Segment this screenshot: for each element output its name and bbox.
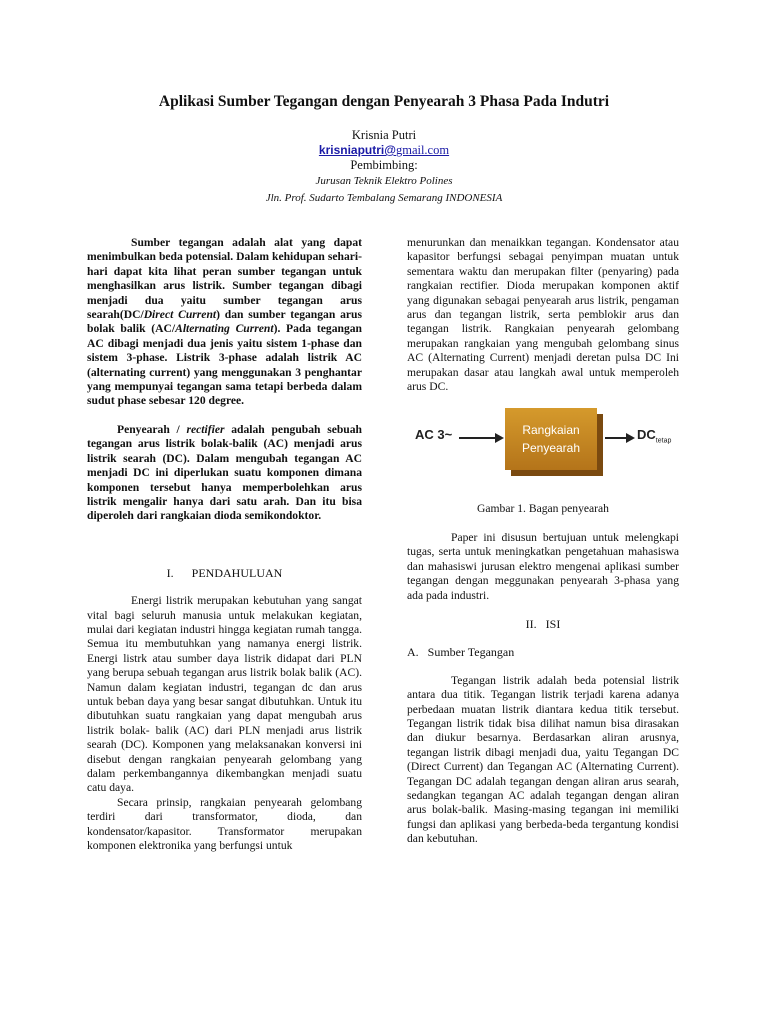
right-column (407, 236, 679, 847)
rectifier-block-diagram (407, 408, 679, 490)
address: Jln. Prof. Sudarto Tembalang Semarang INDONESIA (265, 192, 503, 204)
purpose-paragraph: Paper ini disusun bertujuan untuk melengkapi tugas, serta untuk meningkatkan pengetahuan mahasiswa dan mahasiswi jurusan elektro mengenai aplikasi sumber tegangan dengan meggunakan penyearah 3-phasa yang ada pada industri. (407, 530, 679, 602)
input-label: AC 3~ (415, 427, 453, 443)
isi-paragraph-1: Tegangan listrik adalah beda potensial listrik antara dua titik. Tegangan listrik terjadi karena adanya perbedaan muatan listrik diantara kedua titik tersebut. Tegangan listrik tidak bisa dilihat namun bisa dirasakan dan diukur besarnya. Berdasarkan aliran arusnya, tegangan listrik dibagi menjadi dua, yaitu Tegangan DC (Direct Current) dan Tegangan AC (Alternating Current). Tegangan DC adalah tegangan dengan aliran arus searah, sedangkan tegangan AC adalah tegangan dengan aliran arus bolak-balik. Masing-masing tegangan ini memiliki fungsi dan aplikasi yang berbeda-beda tergantung kondisi dan kebutuhan. (407, 673, 679, 846)
output-arrow (605, 437, 627, 439)
block-label-line2: Penyearah (521, 441, 581, 456)
advisor-label: Pembimbing: (350, 158, 418, 172)
author-block (0, 128, 768, 207)
email-domain[interactable]: gmail.com (395, 143, 450, 157)
author-name: Krisnia Putri (351, 128, 417, 142)
department: Jurusan Teknik Elektro Polines (315, 175, 453, 187)
input-arrow (459, 437, 496, 439)
block-label-line1: Rangkaian (522, 423, 580, 438)
intro-paragraph-2: Secara prinsip, rangkaian penyearah gelombang terdiri dari transformator, dioda, dan kondensator/kapasitor. Transformator merupakan komponen elektronika yang berfungsi untuk (87, 795, 362, 853)
paper-title: Aplikasi Sumber Tegangan dengan Penyearah 3 Phasa Pada Indutri (158, 93, 610, 110)
author-email[interactable] (0, 143, 768, 158)
intro-paragraph-1: Energi listrik merupakan kebutuhan yang sangat vital bagi seluruh manusia untuk melakukan kegiatan, mulai dari kegiatan industri hingga kegiatan rumah tangga. Semua itu membutuhkan yang namanya energi listrik. Energi listrk atau sumber daya listrik didapat dari PLN yang berupa sebuah tegangan arus listrik bolak balik (AC). Namun dalam kegiatan industri, tegangan dc dan arus untuk beban daya yang besar sangat dibutuhkan. Untuk itu dibutuhkan suatu rangkaian yang dapat mengubah arus listrik bolak- balik (AC) dari PLN menjadi arus listrik searah (DC). Komponen yang melaksanakan konversi ini disebut dengan rangkaian penyearah gelombang yang dalam perkembangannya dikembangkan menjadi suatu catu daya. (87, 594, 362, 795)
rectifier-block (505, 408, 597, 470)
email-user[interactable]: krisniaputri@ (318, 143, 396, 157)
input-arrow-head (495, 433, 504, 443)
intro-paragraph-2-continued: menurunkan dan menaikkan tegangan. Kondensator atau kapasitor berfungsi sebagai penyimpan muatan untuk sementara waktu dan merupakan filter (penyaring) pada rangkaian rectifier. Dioda merupakan komponen aktif yang digunakan sebagai penyearah arus listrik, pengaman arus dan tegangan listrik, serta pemblokir arus dan tegangan listrik. Rangkaian penyearah gelombang merupakan rangkaian yang mengubah gelombang sinus AC (Alternating Current) menjadi deretan pulsa DC Ini merupakan dasar atau langkah awal untuk memperoleh arus DC. (407, 236, 679, 394)
section-heading-isi: II. ISI (525, 616, 561, 631)
left-column (87, 236, 362, 853)
figure-caption: Gambar 1. Bagan penyearah (477, 502, 609, 516)
section-heading-pendahuluan: I. PENDAHULUAN (166, 565, 283, 580)
abstract-paragraph-1: Sumber tegangan adalah alat yang dapat menimbulkan beda potensial. Dalam kehidupan sehari-hari dapat kita lihat peran sumber tegangan untuk menghasilkan arus listrik. Sumber tegangan dibagi menjadi dua yaitu sumber tegangan arus searah(DC/Direct Current) dan sumber tegangan arus bolak balik (AC/Alternating Current). Pada tegangan AC dibagi menjadi dua jenis yaitu sistem 1-phase dan sistem 3-phase. Listrik 3-phase adalah listrik AC (alternating current) yang menggunakan 3 penghantar yang mempunyai tegangan sama tetapi berbeda dalam sudut phase sebesar 120 degree. (87, 236, 362, 408)
subsection-heading-sumber-tegangan: A. Sumber Tegangan (407, 645, 515, 660)
abstract-paragraph-2: Penyearah / rectifier adalah pengubah sebuah tegangan arus listrik bolak-balik (AC) menjadi arus listrik searah (DC). Dalam mengubah tegangan AC menjadi DC ini diperlukan suatu komponen dimana komponen tersebut hanya memperbolehkan arus listrik mengalir hanya dari satu arah. Dan itu bisa diperoleh dari rangkaian dioda semikondoktor. (87, 422, 362, 523)
output-arrow-head (626, 433, 635, 443)
output-label: $DC_{tetap}$ (637, 427, 672, 446)
